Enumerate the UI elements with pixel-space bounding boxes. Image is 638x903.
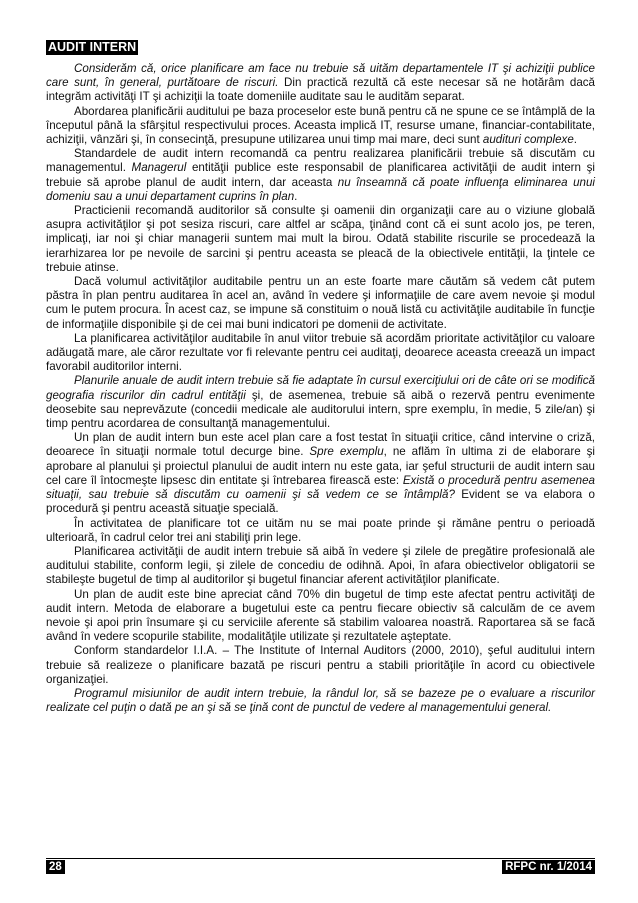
paragraph bbox=[46, 588, 595, 645]
text-run: , ne aflăm în ultima zi de elaborare şi aprobare al planului şi proiectul planului de audit intern nu este gata, iar şeful structurii de audit intern sau cel care îl întocmeşte lipsesc din entitate şi întrebarea firească este: bbox=[46, 445, 595, 487]
paragraph bbox=[46, 431, 595, 516]
text-run: Dacă volumul activităţilor auditabile pentru un an este foarte mare căutăm să vedem cât putem păstra în plan pentru auditarea în acel an, având în vedere şi informaţiile de care avem nevoie şi modul cum le putem procura. În acest caz, se impune să constituim o nouă listă cu activităţile auditabile în funcţie de informaţiile disponibile şi de cei mai buni indicatori pe domenii de activitate. bbox=[46, 275, 595, 331]
paragraph bbox=[46, 517, 595, 545]
text-run: La planificarea activităţilor auditabile în anul viitor trebuie să acordăm prioritate activităţilor cu valoare adăugată mare, ale căror rezultate vor fi relevante pentru cei auditaţi, deoarece aceasta creează un impact favorabil auditorilor interni. bbox=[46, 331, 595, 374]
page-number: 28 bbox=[46, 860, 65, 874]
text-run: Planificarea activităţii de audit intern trebuie să aibă în vedere şi zilele de pregătire profesională ale auditului stabilite, conform legii, şi zilele de concediu de odihnă. Apoi, în afara obiectivelor obligatorii se stabileşte bugetul de timp al auditorilor şi bugetul financiar aferent activităţilor planificate. bbox=[46, 544, 595, 587]
text-run: Un plan de audit intern bun este acel plan care a fost testat în situaţii critice, când intervine o criză, deoarece în situaţii normale totul decurge bine. bbox=[46, 431, 595, 459]
text-run: În activitatea de planificare tot ce uităm nu se mai poate prinde şi rămâne pentru o perioadă ulterioară, în cadrul celor trei ani stabiliţi prin lege. bbox=[46, 516, 595, 544]
paragraph bbox=[46, 204, 595, 275]
text-run: . bbox=[573, 133, 578, 147]
paragraph bbox=[46, 147, 595, 204]
paragraph bbox=[46, 687, 595, 715]
paragraph bbox=[46, 545, 595, 588]
section-label: AUDIT INTERN bbox=[48, 40, 137, 54]
journal-issue: RFPC nr. 1/2014 bbox=[502, 860, 595, 874]
italic-text: Spre exemplu bbox=[309, 445, 384, 459]
italic-text: nu înseamnă că poate influenţa eliminarea unui domeniu sau a unui departament cuprins în plan bbox=[46, 175, 595, 203]
text-run: Din practică rezultă că este necesar să ne hotărâm dacă integrăm activităţi IT şi achiziţii la toate domeniile auditate sau le audităm separat. bbox=[46, 76, 596, 104]
paragraph bbox=[46, 332, 595, 375]
paragraph bbox=[46, 374, 595, 431]
paragraph bbox=[46, 105, 595, 148]
paragraph bbox=[46, 644, 595, 687]
article-body bbox=[46, 62, 595, 715]
text-run: Practicienii recomandă auditorilor să consulte şi oamenii din organizaţii care au o viziune globală asupra activităţilor şi pot sesiza riscuri, care altfel ar scăpa, ţinând cont că ei sunt acolo jos, pe teren, implicaţi, iar noi şi chiar managerii suntem mai mult la birou. Odată stabilite riscurile se procedează la ierarhizarea lor pe nevoile de sarcini şi pentru aceasta se pleacă de la obiectivele entităţii, la ţintele ce trebuie atinse. bbox=[46, 204, 595, 274]
footer-divider bbox=[46, 858, 595, 859]
italic-text: audituri complexe bbox=[482, 133, 574, 147]
italic-text: Planurile anuale de audit intern trebuie să fie adaptate în cursul exerciţiului ori de câte ori se modifică geografia riscurilor din cadrul entităţii bbox=[46, 374, 595, 402]
text-run: Conform standardelor I.I.A. – The Institute of Internal Auditors (2000, 2010), şeful auditului intern trebuie să realizeze o planificare bazată pe riscuri pentru a stabili priorităţile în acord cu obiectivele organizaţiei. bbox=[46, 644, 595, 686]
text-run: şi, de asemenea, trebuie să aibă o rezervă pentru evenimente deosebite sau neprevăzute (concedii medicale ale auditorului intern, spre exemplu, în medie, 5 zile/an) şi timp pentru acordarea de consultanţă managementului. bbox=[46, 388, 595, 431]
paragraph bbox=[46, 62, 595, 105]
italic-text: Considerăm că, orice planificare am face nu trebuie să uităm departamentele IT şi achiziţii publice care sunt, în general, purtătoare de riscuri. bbox=[46, 62, 595, 90]
italic-text: Managerul bbox=[131, 161, 187, 175]
text-run: Abordarea planificării auditului pe baza proceselor este bună pentru că ne spune ce se întâmplă de la începutul până la sfârşitul respectivului proces. Aceasta implică IT, resurse umane, financiar-contabilitate, achiziţii, vânzări şi, în consecinţă, presupune utilizarea unui timp mai mare, deci sunt bbox=[46, 104, 595, 147]
text-run: . bbox=[294, 189, 298, 203]
text-run: Standardele de audit intern recomandă ca pentru realizarea planificării trebuie să discutăm cu managementul. bbox=[46, 147, 595, 175]
text-run: entităţii publice este responsabil de planificarea activităţii de audit intern şi trebuie să aprobe planul de audit intern, dar aceasta bbox=[46, 161, 595, 189]
italic-text: Există o procedură pentru asemenea situaţii, sau trebuie să discutăm cu oamenii şi să vedem ce se întâmplă? bbox=[46, 473, 595, 502]
paragraph bbox=[46, 275, 595, 332]
text-run: Evident se va elabora o procedură şi pentru această situaţie specială. bbox=[46, 488, 595, 516]
text-run: Un plan de audit este bine apreciat când 70% din bugetul de timp este afectat pentru activităţi de audit intern. Metoda de elaborare a bugetului este ca pentru fiecare obiectiv să calculăm de ce avem nevoie şi apoi prin însumare şi cu serviciile aferente să stabilim valoarea noastră. Raportarea să se facă având în vedere scopurile stabilite, modalităţile utilizate şi rezultatele aşteptate. bbox=[46, 587, 595, 644]
italic-text: Programul misiunilor de audit intern trebuie, la rândul lor, să se bazeze pe o evaluare a riscurilor realizate cel puţin o dată pe an şi să se ţină cont de punctul de vedere al managementului general. bbox=[46, 686, 595, 715]
